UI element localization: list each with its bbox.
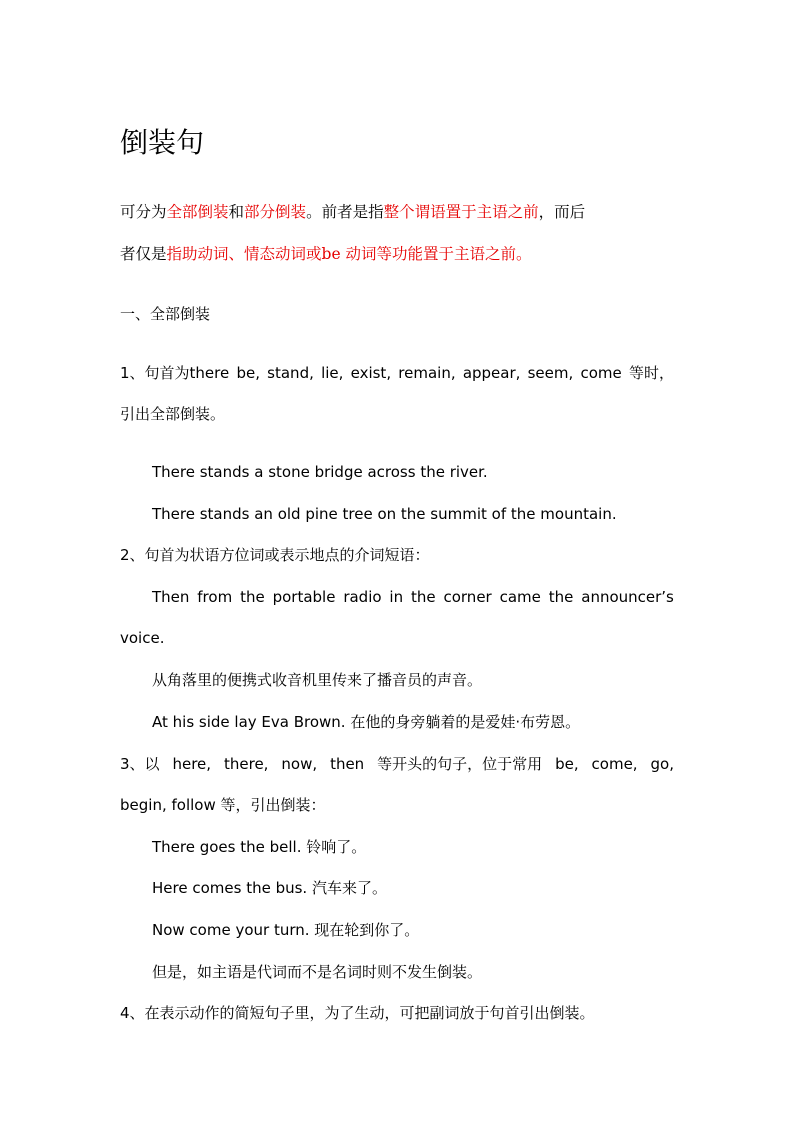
example-word: corner bbox=[443, 588, 492, 606]
item3-line-2: begin, follow 等，引出倒装： bbox=[120, 796, 326, 814]
item1-word: stand, bbox=[267, 364, 314, 382]
item3-word: 等开头的句子，位于常用 bbox=[377, 755, 543, 773]
example-sentence: There goes the bell. 铃响了。 bbox=[152, 838, 367, 856]
example-sentence: There stands a stone bridge across the river. bbox=[152, 463, 488, 481]
item3-word: 3、以 bbox=[120, 755, 160, 773]
example-word: in bbox=[389, 588, 404, 606]
example-word: the bbox=[240, 588, 265, 606]
section-heading: 一、全部倒装 bbox=[120, 305, 211, 323]
item3-word: there, bbox=[224, 755, 269, 773]
intro-text: ，而后 bbox=[538, 203, 586, 221]
intro-text: 可分为 bbox=[120, 203, 167, 221]
example-word: came bbox=[499, 588, 541, 606]
item1-word: exist, bbox=[350, 364, 392, 382]
item3-word: then bbox=[330, 755, 365, 773]
example-word: from bbox=[197, 588, 233, 606]
intro-emphasis: 指助动词、情态动词或be 动词等功能置于主语之前。 bbox=[166, 245, 532, 263]
item4-line-1: 4、在表示动作的简短句子里，为了生动，可把副词放于句首引出倒装。 bbox=[120, 1004, 595, 1022]
item2-example-line bbox=[152, 587, 674, 607]
item1-word: 1、句首为there bbox=[120, 364, 230, 382]
example-word: radio bbox=[343, 588, 382, 606]
item3-word: be, bbox=[555, 755, 579, 773]
item1-word: remain, bbox=[398, 364, 456, 382]
intro-text: 和 bbox=[228, 203, 245, 221]
intro-text: 者仅是 bbox=[120, 245, 167, 263]
item3-word: come, bbox=[591, 755, 638, 773]
example-word: Then bbox=[152, 588, 190, 606]
example-sentence: Now come your turn. 现在轮到你了。 bbox=[152, 921, 420, 939]
example-word: the bbox=[410, 588, 436, 606]
intro-emphasis: 全部倒装 bbox=[166, 203, 229, 221]
item1-line-1 bbox=[120, 363, 674, 383]
example-sentence: There stands an old pine tree on the summit of the mountain. bbox=[152, 505, 617, 523]
example-word: portable bbox=[272, 588, 336, 606]
item3-word: now, bbox=[281, 755, 318, 773]
grammar-note: 但是，如主语是代词而不是名词时则不发生倒装。 bbox=[152, 963, 483, 981]
item1-line-2: 引出全部倒装。 bbox=[120, 405, 226, 423]
item1-word: seem, bbox=[527, 364, 574, 382]
intro-emphasis: 部分倒装 bbox=[244, 203, 307, 221]
item1-word: 等时， bbox=[628, 364, 674, 382]
intro-line-1 bbox=[120, 202, 585, 222]
example-word: the bbox=[548, 588, 574, 606]
page-title: 倒装句 bbox=[120, 126, 205, 159]
item1-word: be, bbox=[236, 364, 260, 382]
intro-text: 。前者是指 bbox=[306, 203, 384, 221]
item3-word: go, bbox=[650, 755, 674, 773]
item1-word: appear, bbox=[462, 364, 521, 382]
example-sentence: Here comes the bus. 汽车来了。 bbox=[152, 879, 387, 897]
example-translation: 从角落里的便携式收音机里传来了播音员的声音。 bbox=[152, 671, 483, 689]
example-continuation: voice. bbox=[120, 629, 165, 647]
item1-word: come bbox=[580, 364, 622, 382]
item2-line-1: 2、句首为状语方位词或表示地点的介词短语： bbox=[120, 546, 430, 564]
item3-word: here, bbox=[172, 755, 212, 773]
example-word: announcer’s bbox=[581, 588, 674, 606]
intro-line-2 bbox=[120, 244, 532, 264]
intro-emphasis: 整个谓语置于主语之前 bbox=[383, 203, 539, 221]
example-sentence: At his side lay Eva Brown. 在他的身旁躺着的是爱娃·布劳恩。 bbox=[152, 713, 581, 731]
item1-word: lie, bbox=[321, 364, 344, 382]
item3-line-1 bbox=[120, 754, 674, 774]
